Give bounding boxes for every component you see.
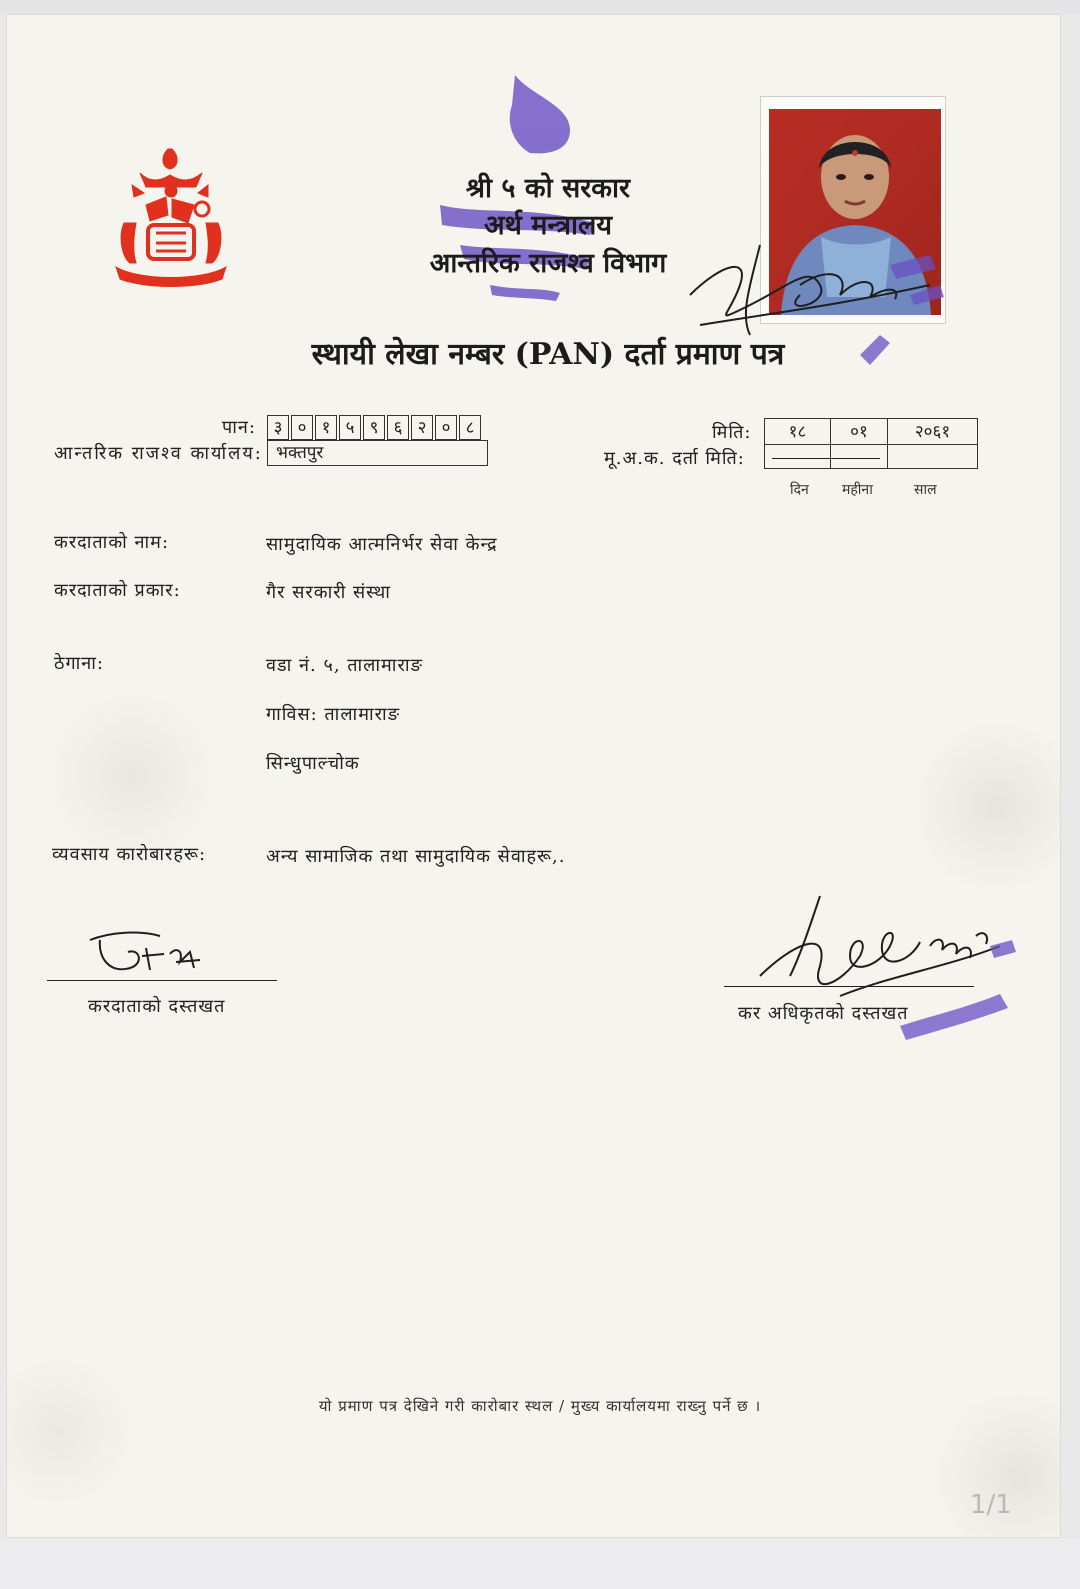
- viewer-top-bar: [0, 0, 1080, 14]
- pan-digit-4: ५: [339, 415, 361, 440]
- pan-digit-1: ३: [267, 415, 289, 440]
- year-caption: साल: [914, 482, 937, 498]
- taxpayer-signature: [80, 918, 220, 982]
- day-caption: दिन: [790, 482, 809, 498]
- officer-signature-line: [724, 986, 974, 987]
- office-value: [267, 440, 488, 466]
- header-government: श्री ५ को सरकार: [465, 173, 631, 204]
- taxpayer-signature-label: करदाताको दस्तखत: [88, 996, 226, 1017]
- date-day: १८: [764, 418, 831, 445]
- pan-label: पान:: [222, 417, 256, 438]
- address-label: ठेगाना:: [54, 653, 104, 674]
- officer-signature-label: कर अधिकृतको दस्तखत: [738, 1003, 909, 1024]
- pan-digit-2: ०: [291, 415, 313, 440]
- certificate-title: स्थायी लेखा नम्बर (PAN) दर्ता प्रमाण पत्र: [311, 337, 785, 372]
- vat-date-label: मू.अ.क. दर्ता मिति:: [604, 448, 745, 469]
- pan-digit-9: ८: [459, 415, 481, 440]
- taxpayer-name-value: सामुदायिक आत्मनिर्भर सेवा केन्द्र: [266, 534, 498, 555]
- page-indicator: 1/1: [970, 1490, 1012, 1520]
- office-value-text: भक्तपुर: [276, 443, 324, 463]
- viewer-bottom-bar: [0, 1538, 1080, 1589]
- pan-digit-7: २: [411, 415, 433, 440]
- date-label: मिति:: [712, 422, 752, 443]
- pan-digit-3: १: [315, 415, 337, 440]
- taxpayer-type-label: करदाताको प्रकार:: [54, 580, 181, 601]
- business-value: अन्य सामाजिक तथा सामुदायिक सेवाहरू,.: [266, 846, 566, 867]
- date-year: २०६१: [887, 418, 978, 445]
- business-label: व्यवसाय कारोबारहरू:: [52, 844, 207, 865]
- address-line-3: सिन्धुपाल्चोक: [266, 753, 360, 774]
- vat-date-strike: [772, 458, 880, 459]
- pan-digit-6: ६: [387, 415, 409, 440]
- vat-date-year: [887, 444, 978, 469]
- vat-date-day: [764, 444, 831, 469]
- date-month: ०१: [830, 418, 888, 445]
- pan-digit-5: ९: [363, 415, 385, 440]
- address-line-2: गाविस: तालामाराङ: [266, 704, 401, 725]
- officer-signature: [750, 886, 1030, 1066]
- header-ministry: अर्थ मन्त्रालय: [483, 210, 613, 241]
- office-label: आन्तरिक राजश्व कार्यालय:: [54, 443, 263, 464]
- month-caption: महीना: [842, 482, 873, 498]
- address-line-1: वडा नं. ५, तालामाराङ: [266, 655, 423, 676]
- pan-digit-8: ०: [435, 415, 457, 440]
- header-department: आन्तरिक राजश्व विभाग: [429, 248, 667, 279]
- taxpayer-signature-line: [47, 980, 277, 981]
- footer-note: यो प्रमाण पत्र देखिने गरी कारोबार स्थल / मुख्य कार्यालयमा राख्नु पर्ने छ ।: [318, 1397, 762, 1415]
- vat-date-month: [830, 444, 888, 469]
- taxpayer-type-value: गैर सरकारी संस्था: [266, 582, 391, 603]
- taxpayer-name-label: करदाताको नाम:: [54, 532, 170, 553]
